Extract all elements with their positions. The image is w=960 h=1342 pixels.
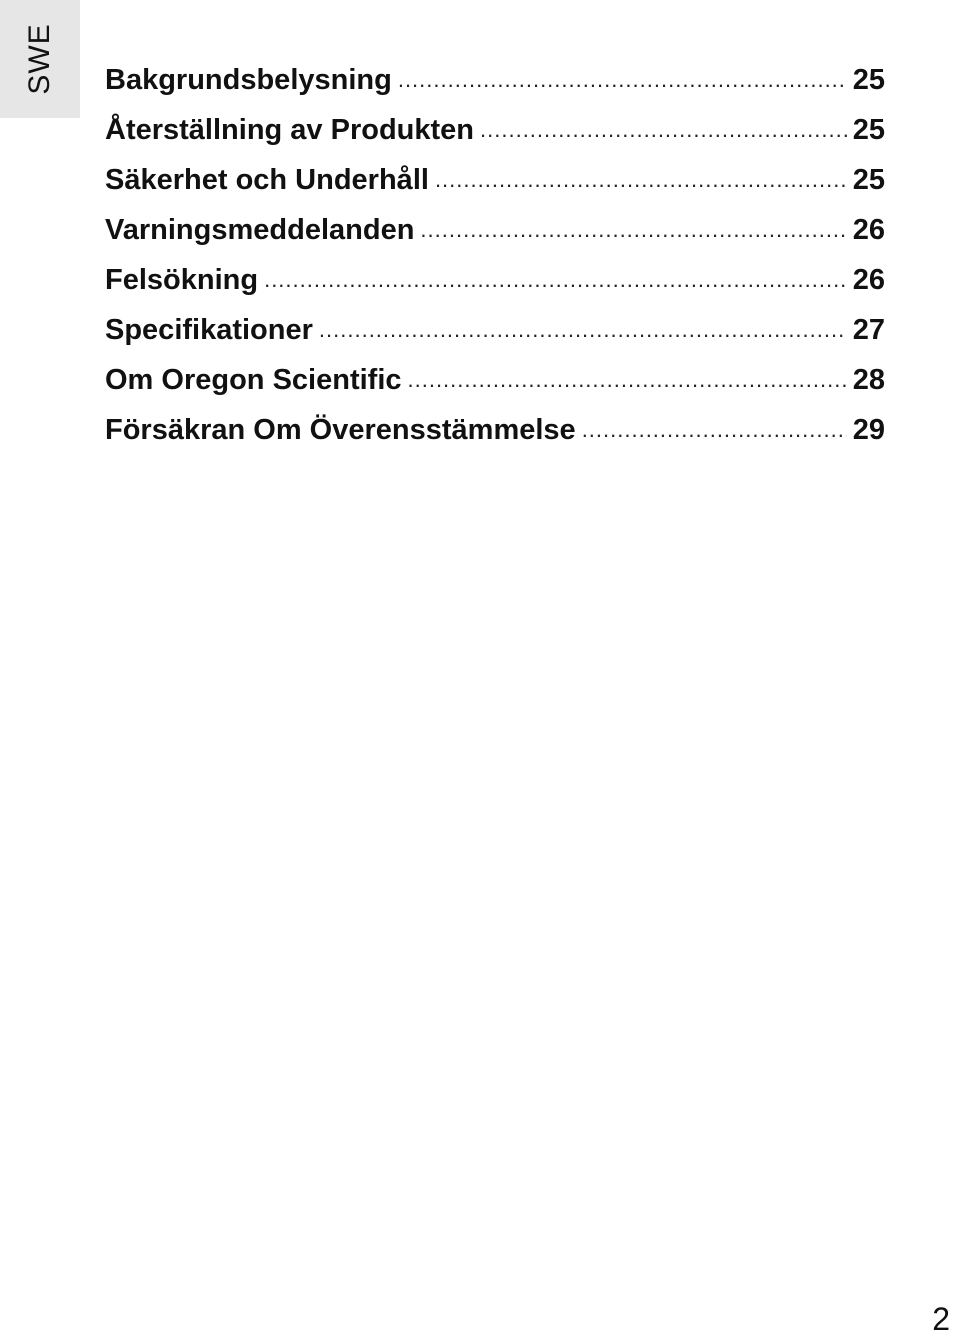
toc-entry-title: Bakgrundsbelysning — [105, 64, 392, 96]
toc-dot-leader — [408, 355, 847, 405]
toc-entry-bakgrundsbelysning[interactable] — [105, 55, 885, 105]
toc-entry-sakerhet[interactable] — [105, 155, 885, 205]
toc-dot-leader — [480, 105, 847, 155]
toc-dot-leader — [398, 55, 847, 105]
toc-dot-leader — [264, 255, 847, 305]
toc-entry-felsokning[interactable] — [105, 255, 885, 305]
toc-entry-page: 25 — [852, 114, 885, 146]
toc-entry-page: 26 — [852, 264, 885, 296]
toc-entry-varningsmeddelanden[interactable] — [105, 205, 885, 255]
language-tab — [0, 0, 80, 118]
language-tab-label: SWE — [23, 23, 56, 95]
toc-entry-page: 25 — [852, 64, 885, 96]
toc-entry-page: 27 — [852, 314, 885, 346]
toc-entry-page: 28 — [852, 364, 885, 396]
table-of-contents — [105, 55, 885, 455]
toc-entry-aterstallning[interactable] — [105, 105, 885, 155]
toc-entry-forsakran[interactable] — [105, 405, 885, 455]
toc-entry-specifikationer[interactable] — [105, 305, 885, 355]
toc-entry-title: Säkerhet och Underhåll — [105, 164, 429, 196]
toc-entry-title: Felsökning — [105, 264, 259, 296]
toc-entry-title: Om Oregon Scientific — [105, 364, 402, 396]
toc-dot-leader — [582, 405, 847, 455]
toc-entry-title: Återställning av Produkten — [105, 114, 475, 146]
toc-entry-page: 25 — [852, 164, 885, 196]
toc-entry-page: 26 — [852, 214, 885, 246]
toc-dot-leader — [420, 205, 846, 255]
toc-entry-page: 29 — [852, 414, 885, 446]
toc-entry-om-oregon-scientific[interactable] — [105, 355, 885, 405]
toc-entry-title: Varningsmeddelanden — [105, 214, 415, 246]
page-number: 2 — [932, 1301, 950, 1337]
toc-dot-leader — [435, 155, 847, 205]
toc-entry-title: Försäkran Om Överensstämmelse — [105, 414, 576, 446]
toc-entry-title: Specifikationer — [105, 314, 313, 346]
toc-dot-leader — [319, 305, 847, 355]
